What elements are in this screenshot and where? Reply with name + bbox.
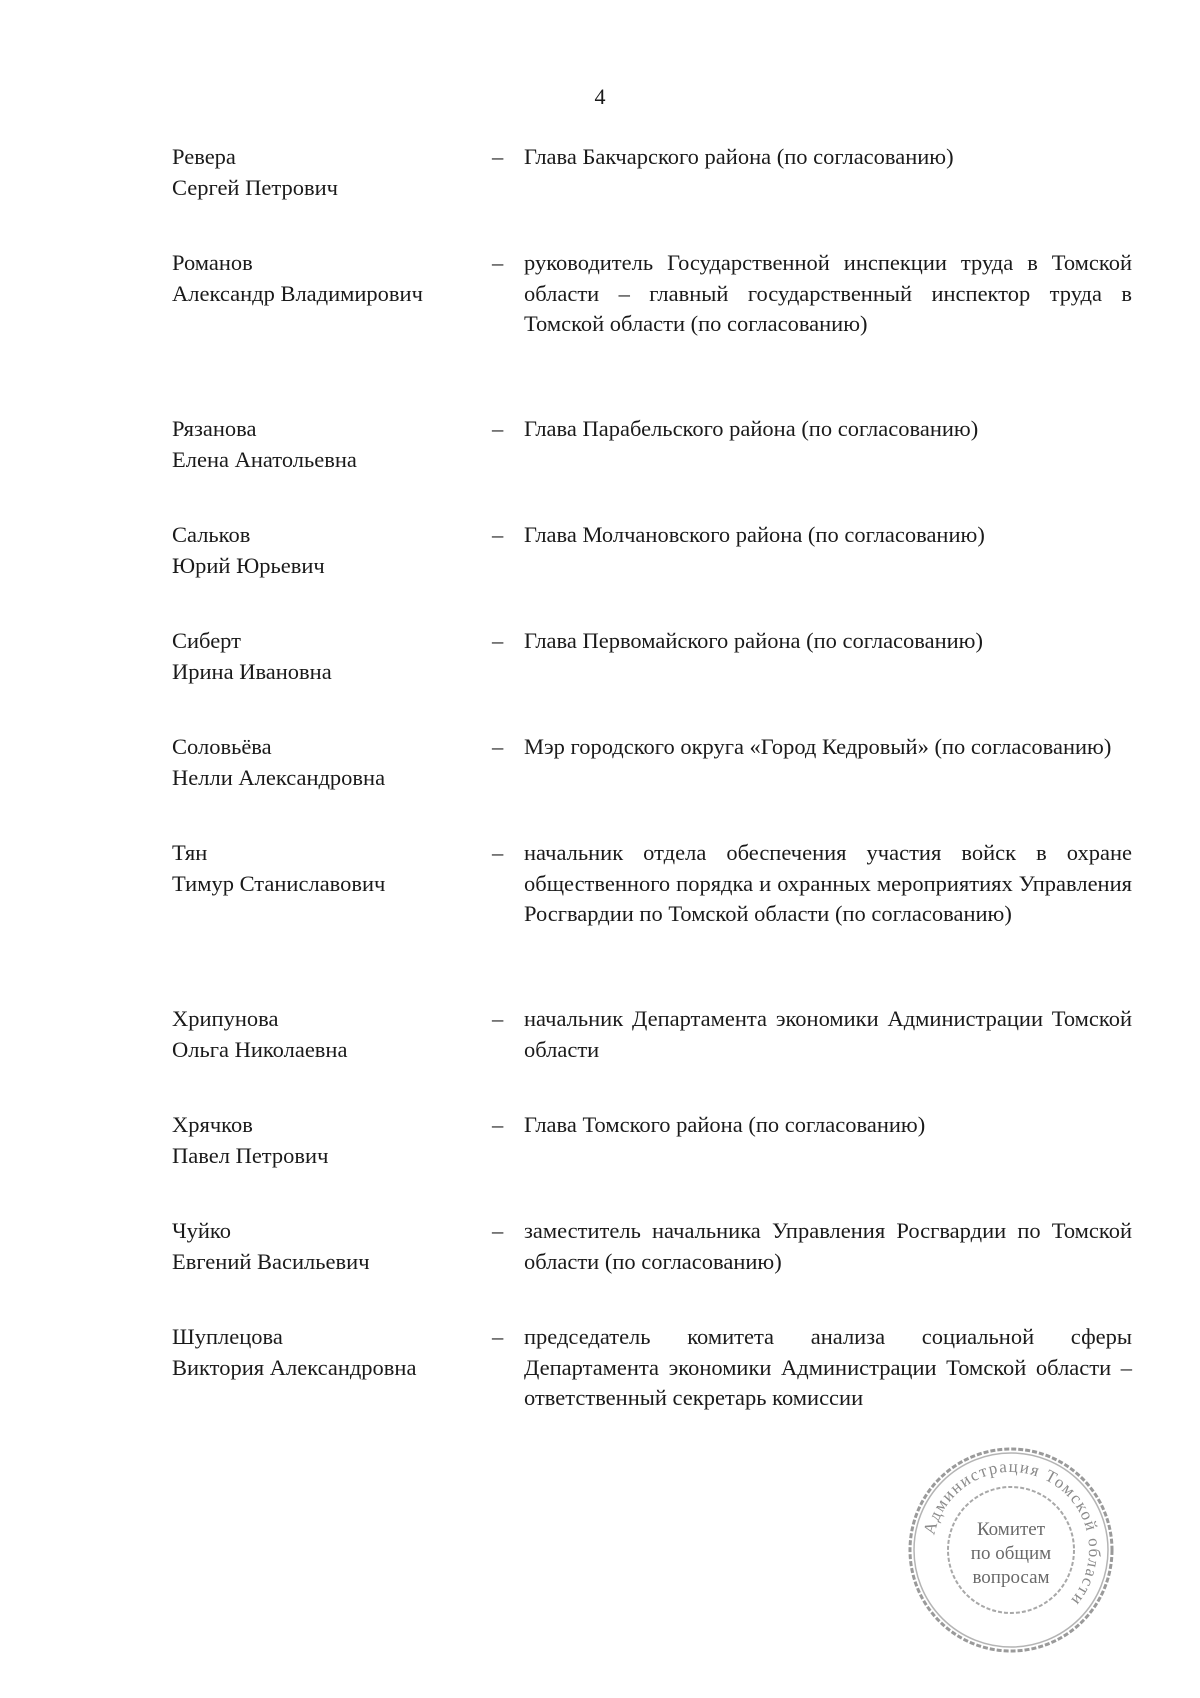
member-given-names: Елена Анатольевна (172, 446, 357, 472)
dash-separator: – (492, 1112, 504, 1137)
member-given-names: Ирина Ивановна (172, 658, 332, 684)
member-name (172, 520, 472, 581)
member-role: начальник Департамента экономики Администрации Томской области (524, 1006, 1132, 1062)
member-surname: Романов (172, 250, 253, 275)
member-name (172, 1216, 472, 1277)
member-given-names: Сергей Петрович (172, 174, 338, 200)
member-surname: Рязанова (172, 416, 257, 441)
member-surname: Сальков (172, 522, 251, 547)
member-role: Глава Томского района (по согласованию) (524, 1112, 926, 1137)
member-given-names: Александр Владимирович (172, 280, 423, 306)
member-given-names: Виктория Александровна (172, 1354, 417, 1380)
stamp-center-text (907, 1518, 1115, 1590)
member-given-names: Нелли Александровна (172, 764, 386, 790)
stamp-line: Комитет (976, 1519, 1046, 1540)
stamp-line: вопросам (972, 1567, 1050, 1588)
member-surname: Сиберт (172, 628, 241, 653)
member-surname: Соловьёва (172, 734, 272, 759)
dash-separator: – (492, 522, 504, 547)
member-role: Глава Молчановского района (по согласованию) (524, 522, 985, 547)
member-role: руководитель Государственной инспекции труда в Томской области – главный государственный инспектор труда в Томской области (по согласованию) (524, 250, 1132, 336)
dash-separator: – (492, 1324, 504, 1349)
member-role: Глава Первомайского района (по согласованию) (524, 628, 983, 653)
member-role: заместитель начальника Управления Росгвардии по Томской области (по согласованию) (524, 1218, 1132, 1274)
official-stamp (907, 1446, 1115, 1654)
member-name (172, 1322, 472, 1383)
member-given-names: Ольга Николаевна (172, 1036, 348, 1062)
member-surname: Чуйко (172, 1218, 231, 1243)
dash-separator: – (492, 1006, 504, 1031)
member-given-names: Евгений Васильевич (172, 1248, 370, 1274)
member-name (172, 414, 472, 475)
member-role: Глава Парабельского района (по согласованию) (524, 416, 979, 441)
dash-separator: – (492, 1218, 504, 1243)
member-role: председатель комитета анализа социальной сферы Департамента экономики Администрации Томской области – ответственный секретарь комиссии (524, 1324, 1132, 1410)
member-role: Глава Бакчарского района (по согласованию) (524, 144, 954, 169)
member-given-names: Тимур Станиславович (172, 870, 386, 896)
member-name (172, 838, 472, 899)
member-given-names: Юрий Юрьевич (172, 552, 325, 578)
member-name (172, 732, 472, 793)
member-surname: Хрипунова (172, 1006, 279, 1031)
member-name (172, 626, 472, 687)
member-role: начальник отдела обеспечения участия войск в охране общественного порядка и охранных мероприятиях Управления Росгвардии по Томской области (по согласованию) (524, 840, 1132, 926)
dash-separator: – (492, 628, 504, 653)
dash-separator: – (492, 250, 504, 275)
member-surname: Тян (172, 840, 208, 865)
member-surname: Хрячков (172, 1112, 253, 1137)
member-surname: Ревера (172, 144, 236, 169)
dash-separator: – (492, 416, 504, 441)
member-role: Мэр городского округа «Город Кедровый» (по согласованию) (524, 734, 1112, 759)
dash-separator: – (492, 734, 504, 759)
stamp-ring-text: Администрация Томской области (919, 1456, 1105, 1611)
dash-separator: – (492, 144, 504, 169)
stamp-line: по общим (970, 1543, 1052, 1564)
member-name (172, 248, 472, 309)
member-surname: Шуплецова (172, 1324, 283, 1349)
member-name (172, 142, 472, 203)
page-number: 4 (594, 84, 606, 109)
member-given-names: Павел Петрович (172, 1142, 329, 1168)
member-name (172, 1004, 472, 1065)
dash-separator: – (492, 840, 504, 865)
member-name (172, 1110, 472, 1171)
